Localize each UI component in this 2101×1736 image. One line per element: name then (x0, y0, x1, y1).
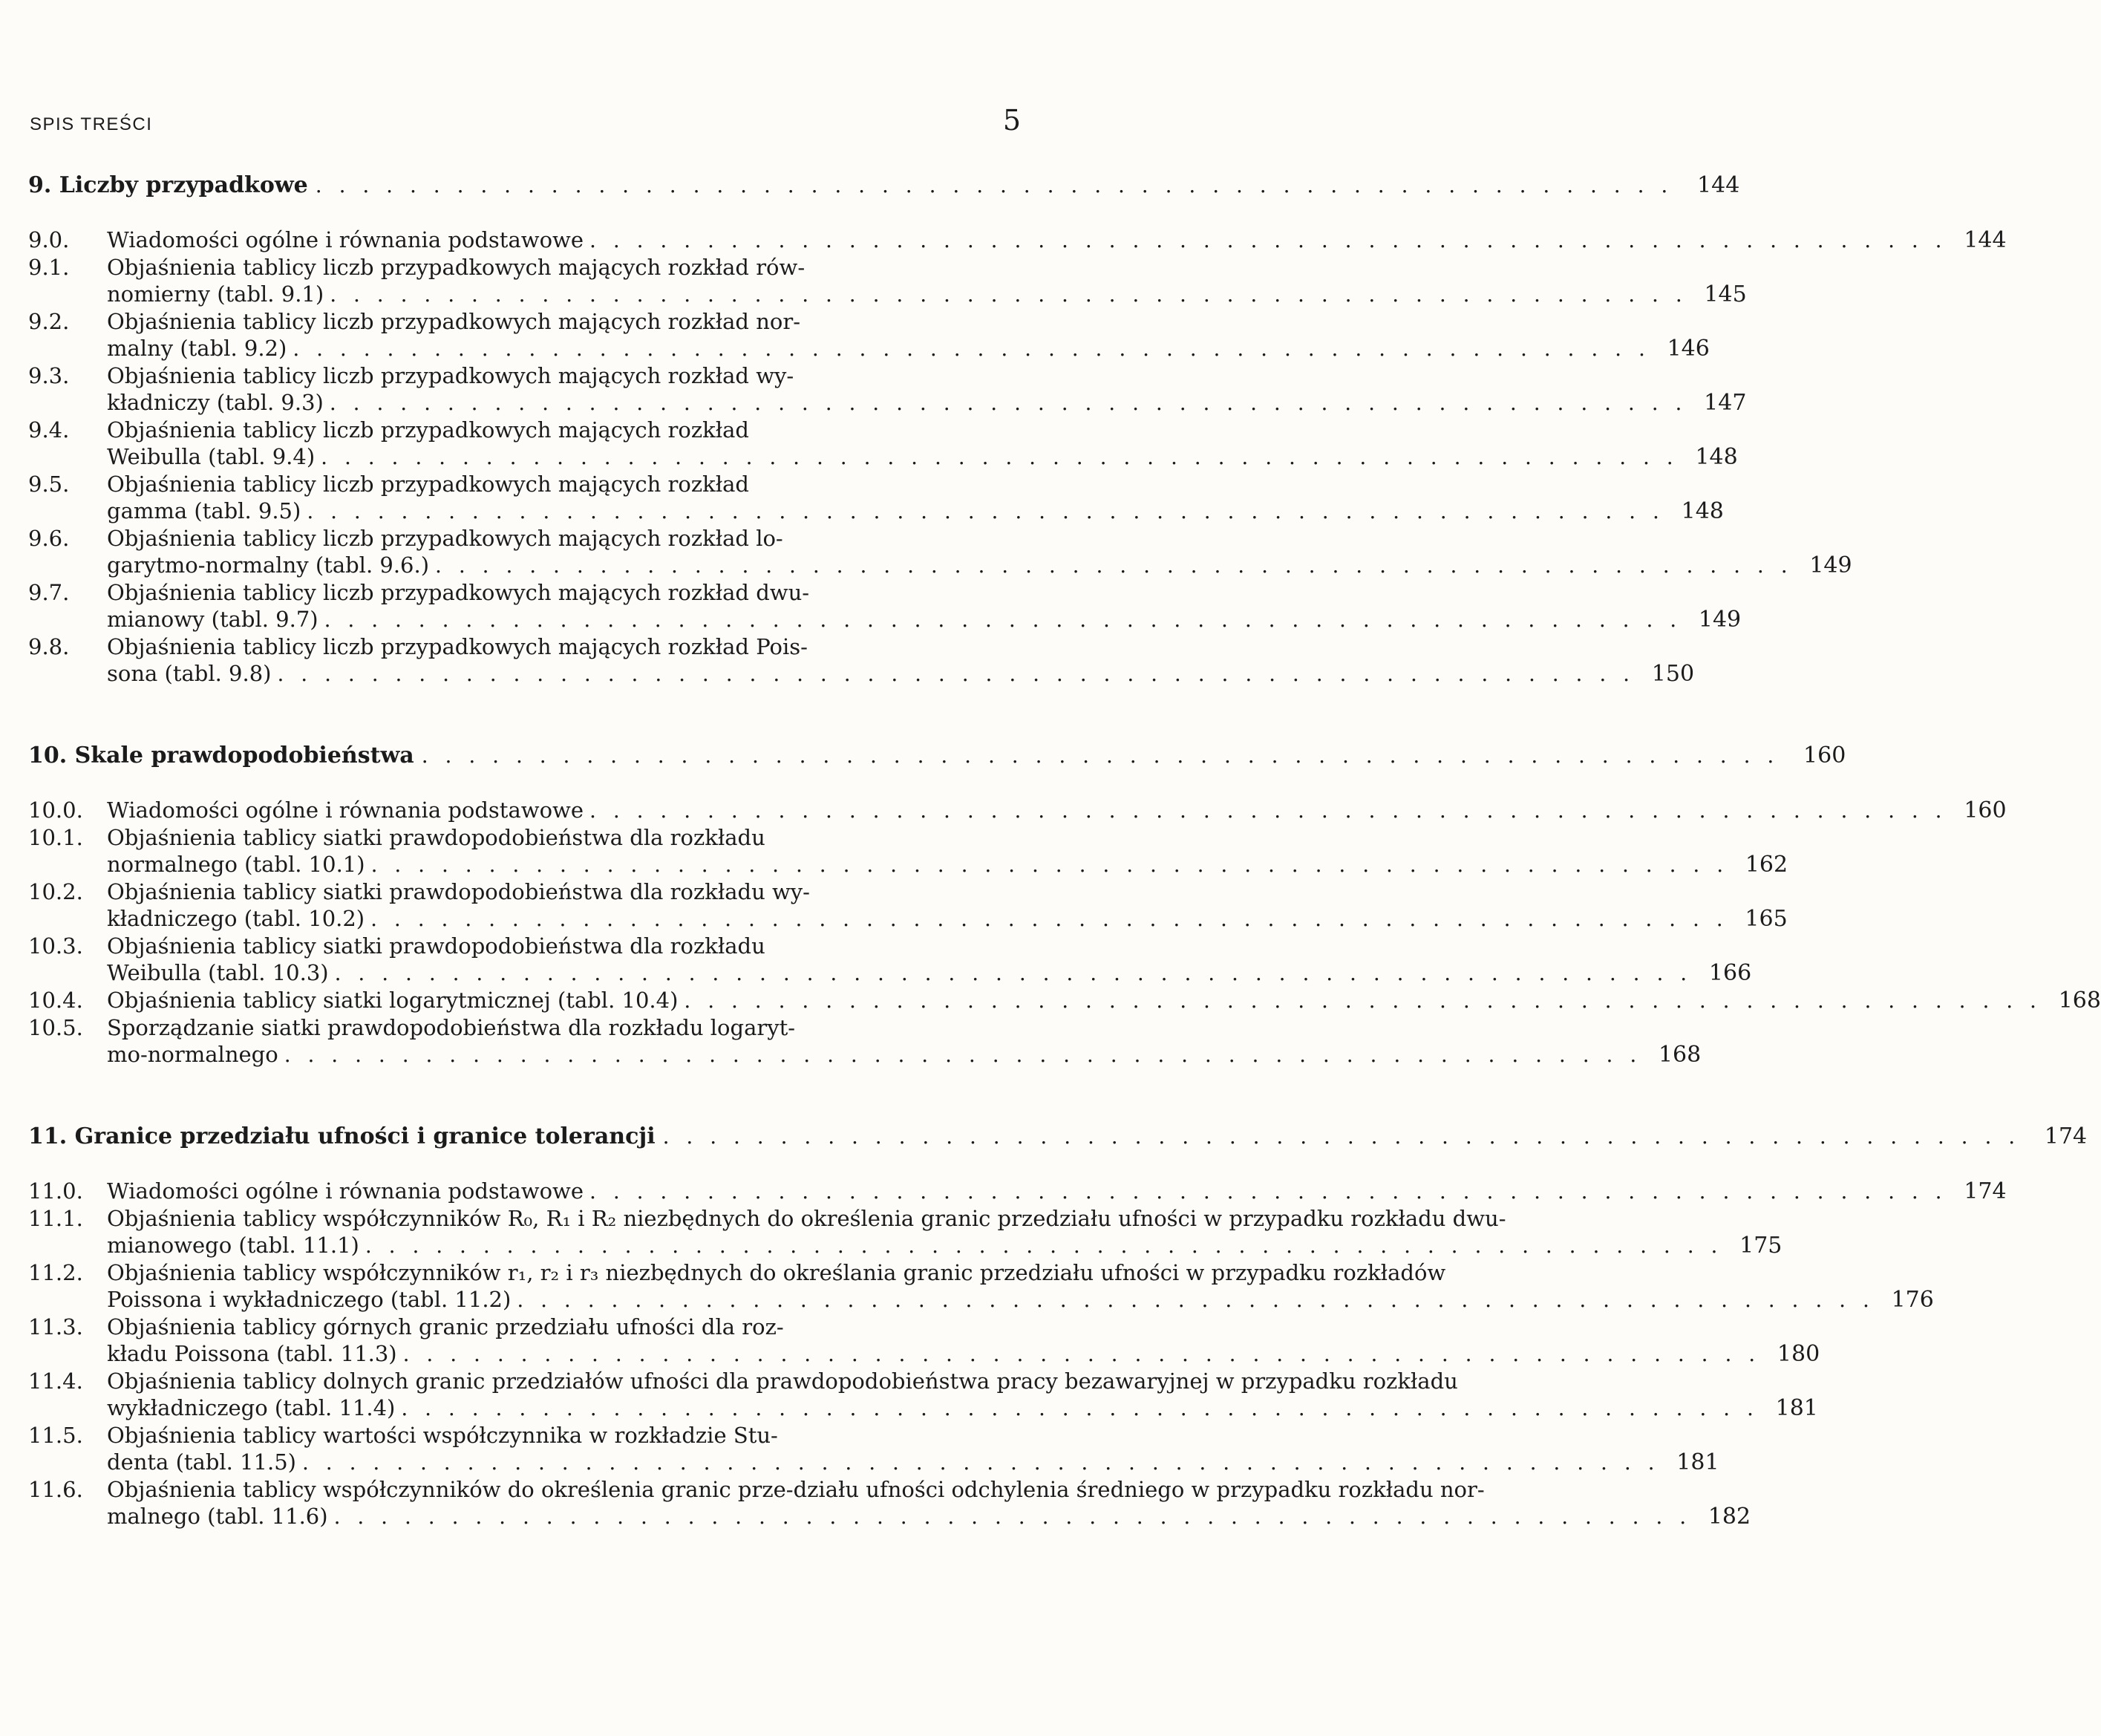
dot-leader: . . . . . . . . . . . . . . . . . . . . . . . . . . . . . . . . . . . . . . . . . . . . . . . . . . . . . . . . . . (301, 1450, 1660, 1475)
entry-number: 11.1. (28, 1206, 83, 1231)
chapter-gap (28, 713, 1023, 743)
dot-leader: . . . . . . . . . . . . . . . . . . . . . . . . . . . . . . . . . . . . . . . . . . . . . . . . . . . . . . . . . . (421, 743, 1780, 768)
dot-leader: . . . . . . . . . . . . . . . . . . . . . . . . . . . . . . . . . . . . . . . . . . . . . . . . . . . . . . . . . . (330, 282, 1687, 307)
entry-page: 182 (1708, 1504, 1751, 1530)
entry-text-end: kładniczego (tabl. 10.2) (107, 906, 365, 931)
chapter-heading (28, 172, 1740, 198)
dot-leader: . . . . . . . . . . . . . . . . . . . . . . . . . . . . . . . . . . . . . . . . . . . . . . . . . . . . . . . . . . (365, 1233, 1723, 1258)
entry-text (107, 1476, 1697, 1530)
entry-last-line (107, 1340, 1766, 1368)
entry-last-line (107, 1041, 1647, 1068)
entry-text-end: gamma (tabl. 9.5) (107, 498, 301, 523)
entry-number: 9.5. (28, 471, 70, 497)
dot-leader: . . . . . . . . . . . . . . . . . . . . . . . . . . . . . . . . . . . . . . . . . . . . . . . . . . . . . . . . . . (277, 662, 1636, 686)
entry-number: 11.3. (28, 1314, 83, 1339)
entry-last-line (107, 1449, 1666, 1476)
entry-last-line (107, 226, 1953, 254)
entry-page: 148 (1681, 498, 1724, 524)
entry-text (107, 417, 1685, 471)
entry-text (107, 933, 1698, 987)
entry-page: 166 (1708, 960, 1752, 986)
toc-entry (28, 1476, 1751, 1530)
section-title: SPIS TREŚCI (30, 114, 153, 134)
toc-entry (28, 471, 1724, 525)
entry-last-line (107, 1232, 1728, 1259)
toc-entry (28, 987, 2101, 1014)
entry-text-end: Wiadomości ogólne i równania podstawowe (107, 1178, 584, 1204)
entry-text-end: Weibulla (tabl. 9.4) (107, 444, 316, 469)
toc-entry (28, 933, 1752, 987)
entry-text-end: garytmo-normalny (tabl. 9.6.) (107, 552, 430, 578)
entry-text (107, 1314, 1766, 1368)
entry-text-end: mianowy (tabl. 9.7) (107, 607, 318, 632)
toc-entry (28, 1422, 1719, 1476)
entry-last-line (107, 959, 1698, 987)
entry-number: 9.8. (28, 634, 70, 659)
toc-entry (28, 1368, 1818, 1422)
entry-last-line (107, 1394, 1765, 1422)
toc-entry (28, 308, 1710, 362)
chapter (28, 1123, 2088, 1530)
entry-text (107, 362, 1693, 417)
toc-entry (28, 226, 2007, 254)
entry-page: 165 (1745, 906, 1788, 932)
entry-page: 148 (1695, 444, 1738, 470)
dot-leader: . . . . . . . . . . . . . . . . . . . . . . . . . . . . . . . . . . . . . . . . . . . . . . . . . . . . . . . . . . (402, 1342, 1761, 1366)
entry-number: 10.0. (28, 797, 83, 823)
chapter-title: 10. Skale prawdopodobieństwa (28, 743, 414, 769)
entry-last-line (107, 1286, 1881, 1314)
entry-text (107, 633, 1641, 688)
dot-leader: . . . . . . . . . . . . . . . . . . . . . . . . . . . . . . . . . . . . . . . . . . . . . . . . . . . . . . . . . . (589, 798, 1947, 823)
entry-text-body: Objaśnienia tablicy górnych granic przedziału ufności dla roz- (107, 1314, 784, 1339)
entry-last-line (107, 497, 1670, 525)
chapter (28, 172, 2007, 688)
entry-text (107, 226, 1953, 254)
entry-page: 147 (1704, 390, 1747, 416)
toc-entry (28, 254, 1747, 308)
entry-number: 9.6. (28, 526, 70, 551)
entry-page: 180 (1777, 1341, 1820, 1367)
chapter-title: 11. Granice przedziału ufności i granice tolerancji (28, 1123, 656, 1149)
entry-last-line (107, 987, 2048, 1014)
entry-text (107, 1205, 1728, 1259)
toc-entry (28, 525, 1852, 579)
entry-text-end: normalnego (tabl. 10.1) (107, 852, 365, 877)
entry-text-end: Wiadomości ogólne i równania podstawowe (107, 227, 584, 252)
entry-text-body: Objaśnienia tablicy dolnych granic przedziałów ufności dla prawdopodobieństwa pracy bezawaryjnej w przypadku rozkładu (107, 1368, 1458, 1394)
entry-text-body: Objaśnienia tablicy liczb przypadkowych mających rozkład Pois- (107, 634, 808, 659)
entry-text (107, 471, 1670, 525)
entry-number: 11.5. (28, 1423, 83, 1448)
dot-leader: . . . . . . . . . . . . . . . . . . . . . . . . . . . . . . . . . . . . . . . . . . . . . . . . . . . . . . . . . . (321, 445, 1679, 469)
dot-leader: . . . . . . . . . . . . . . . . . . . . . . . . . . . . . . . . . . . . . . . . . . . . . . . . . . . . . . . . . . (334, 961, 1693, 985)
entry-text-body: Objaśnienia tablicy liczb przypadkowych mających rozkład dwu- (107, 580, 810, 605)
entry-number: 10.4. (28, 988, 83, 1013)
entry-text-body: Objaśnienia tablicy liczb przypadkowych mających rozkład nor- (107, 309, 800, 334)
entry-last-line (107, 797, 1953, 824)
entry-text-body: Objaśnienia tablicy liczb przypadkowych mających rozkład wy- (107, 363, 794, 388)
entry-number: 9.1. (28, 255, 70, 280)
entry-last-line (107, 335, 1656, 362)
toc-entry (28, 1314, 1820, 1368)
entry-text (107, 525, 1799, 579)
entry-number: 9.3. (28, 363, 70, 388)
chapter-page: 160 (1803, 743, 1846, 769)
entry-text-end: sona (tabl. 9.8) (107, 661, 272, 686)
entry-text (107, 1259, 1881, 1314)
entry-text-end: Wiadomości ogólne i równania podstawowe (107, 797, 584, 823)
dot-leader: . . . . . . . . . . . . . . . . . . . . . . . . . . . . . . . . . . . . . . . . . . . . . . . . . . . . . . . . . . (684, 988, 2042, 1013)
entry-number: 11.4. (28, 1368, 83, 1394)
entry-text-body: Objaśnienia tablicy siatki prawdopodobieństwa dla rozkładu (107, 825, 765, 850)
dot-leader: . . . . . . . . . . . . . . . . . . . . . . . . . . . . . . . . . . . . . . . . . . . . . . . . . . . . . . . . . . (315, 173, 1673, 198)
toc-entry (28, 1205, 1783, 1259)
entry-page: 160 (1964, 797, 2007, 823)
entry-text-body: Objaśnienia tablicy współczynników R₀, R₁ i R₂ niezbędnych do określenia granic przedziału ufności w przypadku rozkładu dwu- (107, 1206, 1506, 1231)
entry-page: 181 (1676, 1449, 1719, 1475)
entry-page: 145 (1704, 281, 1747, 307)
entry-text (107, 824, 1734, 878)
entry-number: 10.3. (28, 933, 83, 959)
toc-entry (28, 1014, 1702, 1068)
entry-last-line (107, 1178, 1953, 1205)
entry-page: 168 (1658, 1042, 1702, 1068)
entry-text (107, 308, 1656, 362)
chapter-title: 9. Liczby przypadkowe (28, 172, 308, 198)
entry-number: 11.0. (28, 1178, 83, 1204)
entry-text-body: Objaśnienia tablicy liczb przypadkowych mających rozkład (107, 417, 749, 443)
dot-leader: . . . . . . . . . . . . . . . . . . . . . . . . . . . . . . . . . . . . . . . . . . . . . . . . . . . . . . . . . . (307, 499, 1664, 523)
toc-entry (28, 579, 1742, 633)
entry-text-end: mianowego (tabl. 11.1) (107, 1233, 359, 1258)
entry-text-body: Objaśnienia tablicy współczynników r₁, r₂ i r₃ niezbędnych do określania granic przedziału ufności w przypadku rozkładów (107, 1260, 1446, 1285)
chapter-heading (28, 1123, 2088, 1149)
toc-entry (28, 797, 2007, 824)
entry-number: 10.2. (28, 879, 83, 904)
entry-page: 149 (1698, 607, 1742, 633)
dot-leader: . . . . . . . . . . . . . . . . . . . . . . . . . . . . . . . . . . . . . . . . . . . . . . . . . . . . . . . . . . (284, 1042, 1642, 1067)
entry-text (107, 987, 2048, 1014)
entry-text (107, 1368, 1765, 1422)
chapter-gap (28, 1094, 1023, 1123)
toc-entry (28, 417, 1738, 471)
dot-leader: . . . . . . . . . . . . . . . . . . . . . . . . . . . . . . . . . . . . . . . . . . . . . . . . . . . . . . . . . . (333, 1504, 1692, 1529)
chapter (28, 743, 2101, 1068)
toc-entry (28, 824, 1788, 878)
entry-number: 9.7. (28, 580, 70, 605)
entry-last-line (107, 281, 1693, 308)
entry-text-end: malnego (tabl. 11.6) (107, 1504, 328, 1529)
entry-number: 10.5. (28, 1015, 83, 1040)
entry-number: 10.1. (28, 825, 83, 850)
entry-text-end: wykładniczego (tabl. 11.4) (107, 1395, 396, 1420)
entry-page: 144 (1964, 227, 2007, 253)
entry-page: 174 (1964, 1178, 2007, 1204)
toc-entry (28, 633, 1695, 688)
entry-text-body: Objaśnienia tablicy liczb przypadkowych mających rozkład (107, 471, 749, 497)
entry-last-line (107, 1503, 1697, 1530)
page-number: 5 (1002, 104, 1021, 137)
entry-text (107, 1178, 1953, 1205)
dot-leader: . . . . . . . . . . . . . . . . . . . . . . . . . . . . . . . . . . . . . . . . . . . . . . . . . . . . . . . . . . (324, 607, 1682, 632)
chapter-page: 174 (2044, 1123, 2088, 1149)
entry-number: 11.6. (28, 1477, 83, 1502)
entry-text-body: Objaśnienia tablicy siatki prawdopodobieństwa dla rozkładu wy- (107, 879, 810, 904)
entry-text-body: Sporządzanie siatki prawdopodobieństwa dla rozkładu logaryt- (107, 1015, 796, 1040)
entry-page: 149 (1809, 552, 1852, 578)
entry-text (107, 579, 1687, 633)
entry-text-body: Objaśnienia tablicy liczb przypadkowych mających rozkład lo- (107, 526, 783, 551)
entry-text-body: Objaśnienia tablicy współczynników do określenia granic prze-działu ufności odchylenia średniego w przypadku rozkładu nor- (107, 1477, 1485, 1502)
entry-last-line (107, 905, 1734, 933)
dot-leader: . . . . . . . . . . . . . . . . . . . . . . . . . . . . . . . . . . . . . . . . . . . . . . . . . . . . . . . . . . (401, 1396, 1759, 1420)
entry-number: 11.2. (28, 1260, 83, 1285)
running-head (30, 104, 1021, 137)
entry-last-line (107, 660, 1641, 688)
entry-text (107, 1014, 1647, 1068)
entry-last-line (107, 389, 1693, 417)
dot-leader: . . . . . . . . . . . . . . . . . . . . . . . . . . . . . . . . . . . . . . . . . . . . . . . . . . . . . . . . . . (517, 1288, 1875, 1312)
toc-entry (28, 362, 1747, 417)
entry-text-body: Objaśnienia tablicy wartości współczynnika w rozkładzie Stu- (107, 1423, 778, 1448)
entry-text (107, 878, 1734, 933)
entry-page: 168 (2058, 988, 2101, 1014)
entry-last-line (107, 552, 1799, 579)
dot-leader: . . . . . . . . . . . . . . . . . . . . . . . . . . . . . . . . . . . . . . . . . . . . . . . . . . . . . . . . . . (329, 391, 1687, 415)
dot-leader: . . . . . . . . . . . . . . . . . . . . . . . . . . . . . . . . . . . . . . . . . . . . . . . . . . . . . . . . . . (370, 907, 1728, 931)
dot-leader: . . . . . . . . . . . . . . . . . . . . . . . . . . . . . . . . . . . . . . . . . . . . . . . . . . . . . . . . . . (589, 1179, 1947, 1204)
entry-text-end: Poissona i wykładniczego (tabl. 11.2) (107, 1287, 512, 1312)
entry-last-line (107, 443, 1685, 471)
entry-text (107, 1422, 1666, 1476)
entry-text-end: denta (tabl. 11.5) (107, 1449, 296, 1475)
dot-leader: . . . . . . . . . . . . . . . . . . . . . . . . . . . . . . . . . . . . . . . . . . . . . . . . . . . . . . . . . . (293, 336, 1650, 361)
entry-page: 150 (1651, 661, 1695, 687)
entry-last-line (107, 851, 1734, 878)
chapter-heading (28, 743, 1846, 769)
entry-text-end: kładu Poissona (tabl. 11.3) (107, 1341, 397, 1366)
dot-leader: . . . . . . . . . . . . . . . . . . . . . . . . . . . . . . . . . . . . . . . . . . . . . . . . . . . . . . . . . . (370, 852, 1729, 877)
toc-entry (28, 1178, 2007, 1205)
entry-text-end: kładniczy (tabl. 9.3) (107, 390, 324, 415)
entry-last-line (107, 606, 1687, 633)
entry-text-end: malny (tabl. 9.2) (107, 336, 287, 361)
entry-page: 146 (1667, 336, 1710, 362)
entry-page: 162 (1745, 852, 1788, 878)
entry-number: 9.2. (28, 309, 70, 334)
entry-text-body: Objaśnienia tablicy siatki prawdopodobieństwa dla rozkładu (107, 933, 765, 959)
toc-entry (28, 878, 1788, 933)
entry-text (107, 254, 1693, 308)
entry-page: 176 (1891, 1287, 1934, 1313)
entry-text-body: Objaśnienia tablicy liczb przypadkowych mających rozkład rów- (107, 255, 806, 280)
entry-number: 9.4. (28, 417, 70, 443)
table-of-contents (28, 172, 2101, 1556)
dot-leader: . . . . . . . . . . . . . . . . . . . . . . . . . . . . . . . . . . . . . . . . . . . . . . . . . . . . . . . . . . (589, 228, 1947, 252)
entry-text-end: mo-normalnego (107, 1042, 278, 1067)
entry-page: 175 (1739, 1233, 1783, 1259)
dot-leader: . . . . . . . . . . . . . . . . . . . . . . . . . . . . . . . . . . . . . . . . . . . . . . . . . . . . . . . . . . (435, 553, 1793, 578)
entry-text-end: Objaśnienia tablicy siatki logarytmicznej (tabl. 10.4) (107, 988, 679, 1013)
chapter-page: 144 (1697, 172, 1740, 198)
entry-text-end: nomierny (tabl. 9.1) (107, 281, 324, 307)
entry-text (107, 797, 1953, 824)
entry-number: 9.0. (28, 227, 70, 252)
toc-entry (28, 1259, 1934, 1314)
entry-page: 181 (1775, 1395, 1818, 1421)
entry-text-end: Weibulla (tabl. 10.3) (107, 960, 329, 985)
dot-leader: . . . . . . . . . . . . . . . . . . . . . . . . . . . . . . . . . . . . . . . . . . . . . . . . . . . . . . . . . . (662, 1124, 2021, 1149)
